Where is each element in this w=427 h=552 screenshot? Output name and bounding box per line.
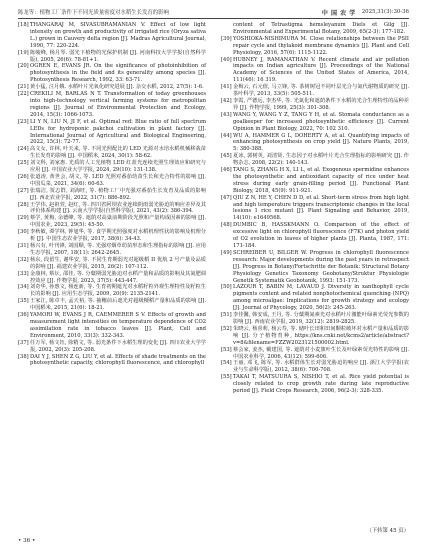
reference-text: 杨东, 段留生, 谢华安, 等. 不同生育期弱光对超级稻 II 优航 2 号产量及品质的影响 [J]. 福建农业学报, 2015, 26(2): 107-112. bbox=[30, 256, 206, 270]
journal-name: 中 国 农 学 bbox=[321, 9, 356, 17]
reference-text: THANGARAJ M, SIVASUBRAMANIAN V. Effect of low light intensity on growth and productivity of irrigated rice (Oryza sativa L.) grown in Cauvery delta region [J]. Madras Agricultural Journal, 1990, 77: 220-224. bbox=[30, 22, 206, 49]
reference-entry bbox=[221, 312, 409, 326]
reference-number: [35] bbox=[18, 298, 29, 305]
reference-number: [45] bbox=[221, 153, 232, 160]
reference-entry bbox=[18, 22, 206, 50]
reference-number: [21] bbox=[18, 84, 29, 91]
reference-number: [53] bbox=[221, 346, 232, 353]
reference-entry bbox=[18, 63, 206, 84]
issue-info: 2025,31(3):30-36 bbox=[361, 9, 409, 15]
reference-text: LAZOUR T, BABIN M, LAVAUD J. Diversity in xanthophyll cycle pigments content and related nonphotochemical quenching (NPQ) among microalgae: Implications for growth strategy and ecology [J]. Journal of Phycology, 2020, 56(2): 245-263. bbox=[233, 284, 409, 312]
reference-number: [33] bbox=[18, 270, 29, 277]
reference-text: 杨兴有, 叶刊锋, 刘国顺, 等. 光强对烟草幼苗形态和生理指标的影响 [J]. 应用生态学报, 2007, 18(11): 2642-2645. bbox=[30, 243, 206, 256]
reference-number: [51] bbox=[221, 312, 232, 319]
reference-entry bbox=[221, 57, 409, 85]
reference-text: 蔡学, 黄梅, 余德峰, 等. 遮荫对高粱前期阶段光照和产量构成因素的影响 [J]. 中国农业, 2023, 29(5): 45-50. bbox=[30, 215, 206, 229]
reference-number: [38] bbox=[18, 353, 29, 360]
reference-number: [48] bbox=[221, 222, 232, 229]
header-article-title: 陈龙等：植物工厂条件下不同光质量密度对水稻生长发育的影响 bbox=[18, 10, 169, 16]
reference-number: [24] bbox=[18, 146, 29, 153]
reference-text: 陈峻峰, 杨月琴. 弱光下植物的光保护机制 [J]. 河南科技大学学报(自然科学版), 2005, 26(6): 78-81+1. bbox=[30, 49, 206, 63]
reference-entry bbox=[18, 84, 206, 91]
reference-entry bbox=[18, 119, 206, 147]
reference-number: [32] bbox=[18, 256, 29, 263]
reference-entry bbox=[221, 153, 409, 167]
reference-entry bbox=[221, 98, 409, 112]
header-rule bbox=[18, 18, 409, 19]
reference-number: [31] bbox=[18, 243, 29, 249]
reference-text: 蔡会家, 姜杰, 戴建国, 等. 遮荫对小麦旗叶生长及叶绿素荧光特性的影响 [J]. 中国农业科学, 2006, 43(12): 599-606. bbox=[233, 346, 409, 360]
reference-text: 张道涛, 黄世会, 胡文, 等. LED 光照对番茄幼苗生长和光合特性的影响 [J]. 中国瓜菜, 2021, 34(6): 60-63. bbox=[30, 173, 206, 187]
reference-entry bbox=[18, 340, 206, 354]
reference-entry bbox=[221, 195, 409, 223]
reference-entry bbox=[18, 146, 206, 160]
reference-text: OGREN E, EVANS JR. On the significance of photoinhibition of photosynthesis in the field and its generality among species [J]. Photosynthesis Research, 1992, 33: 63-71. bbox=[30, 63, 206, 84]
reference-text: 王家江, 陈卓丰, 孟天裕, 等. 抽穗前后遮光对超级粳稻产量和品质的影响 [J]. 中国稻米, 2015, 21(6): 18-21. bbox=[30, 298, 206, 312]
reference-number: [28] bbox=[18, 201, 29, 208]
reference-number: [29] bbox=[18, 215, 29, 222]
reference-text: 刘奇华, 孙惠文, 杨连新, 等. 生育初期遮光对水稻籽粒外观生理特性及籽粒生长的影响 [J]. 应用生态学报, 2009, 20(9): 2135-2141. bbox=[30, 284, 206, 298]
reference-entry bbox=[18, 50, 206, 64]
reference-entry bbox=[221, 374, 409, 395]
reference-entry bbox=[18, 312, 206, 340]
reference-entry bbox=[221, 167, 409, 195]
reference-text: 任万军, 杨文钰, 徐精文, 等. 弱光条件下水稻生理的变化 [J]. 四川农业大学学报, 2002, 20(3): 205-208. bbox=[30, 339, 206, 353]
reference-number: [18] bbox=[18, 22, 29, 28]
reference-text: 夏冰, 郭树英, 刘清贤. 生态因子对水稻叶片光合生理指标的影响研究 [J]. 作物杂志, 2008, 22(2): 140-143. bbox=[233, 153, 409, 167]
reference-text: LI Y N, LIU N, JI F, et al. Optimal red: Blue ratio of full spectrum LEDs for hydroponic pakchoi cultivation in plant factory [J]. International Journal of Agricultural and Biological Engineering, 2022, 15(3): 72-77. bbox=[30, 118, 206, 146]
reference-entry bbox=[18, 174, 206, 188]
reference-text: 金梅云, 石元值, 马立锋, 等. 茶树树冠不同叶层光合与氮代谢物质的研究 [J]. 茶叶科学, 2013, 33(5): 505-511. bbox=[233, 84, 409, 98]
continued-note: （下转第 45 页） bbox=[366, 528, 409, 534]
reference-number: [43] bbox=[221, 111, 232, 118]
reference-number: [23] bbox=[18, 118, 29, 125]
reference-text: 李佳馨, 韩安成, 王丹, 等. 分蘖期氮素光对水稻叶片激能叶绿素光荧光参数的影响 [J]. 西南农业学报, 2019, 32(12): 2819-2825. bbox=[233, 312, 409, 325]
reference-text: 王丽, 邓飞, 陈军, 等. 水稻群体生长对弱光胁迫的响应 [J]. 浙江大学学报(农业与生命科学版), 2012, 38(6): 700-708. bbox=[233, 360, 409, 374]
reference-entry bbox=[18, 91, 206, 119]
reference-entry bbox=[221, 22, 409, 36]
reference-entry bbox=[18, 229, 206, 243]
reference-number: [55] bbox=[221, 374, 232, 381]
reference-entry bbox=[18, 215, 206, 229]
reference-number: [54] bbox=[221, 360, 232, 367]
reference-number: [39] bbox=[221, 35, 232, 42]
reference-entry bbox=[221, 112, 409, 133]
reference-number bbox=[221, 22, 233, 36]
reference-text: TAKAI T, MATSUURA S, NISHIO T, et al. Rice yield potential is closely related to crop growth rate during late reproductive period [J]. Field Crops Research, 2006, 96(2-3): 328-335. bbox=[233, 374, 409, 395]
reference-text: HUBNEY J, RAMANATHAN V. Recent climate and air pollution impacts on Indian agriculture [J]. Proceedings of the National Academy of Sciences of the United States of America, 2014, 111(46): 16 319. bbox=[233, 56, 409, 84]
reference-number: [44] bbox=[221, 132, 232, 139]
reference-text: 王学伟, 赵祖萱, 赵红, 等. 四川省阿坝农业连续阴雨弱光胁迫的响应差异及其评价体系构建 [J]. 云南大学学报(自然科学版), 2021, 43(2): 386-394. bbox=[30, 201, 206, 215]
reference-text: WANG Y, WANG Y Z, TANG Y H, et al. Stomata conductance as a goalkeeper for increased photosynthetic efficiency [J]. Current Opinion in Plant Biology, 2022, 70: 102 310. bbox=[233, 111, 409, 132]
reference-number: [26] bbox=[18, 173, 29, 180]
reference-text: content of Tetrastigma hemsleyanum Diels et Gilg [J]. Environmental and Experimental Botany, 2009, 65(2-3): 177-182. bbox=[233, 22, 409, 35]
reference-number: [34] bbox=[18, 284, 29, 291]
reference-entry bbox=[18, 354, 206, 368]
reference-text: DUMBIC B, HASSKMANN O. Comparison of the effect of excessive light on chlorophyll fluorescence (F7K) and photon yield of O2 evolution in leaves of higher plants [J]. Planta, 1987, 171: 171-184. bbox=[233, 222, 409, 249]
reference-number: [20] bbox=[18, 63, 29, 70]
reference-entry bbox=[18, 243, 206, 257]
reference-text: SCHREIBER U, BILGER W. Progress in chlorophyll fluorescence research: Major developments during the past years in retrospect [J]. Progress in Botany/Fortschritte der Botanik: Structural Botany Physiology Genetics Taxonomy Geobotany/Struktur Physiologie Genetik Systematik Geobotanik, 1993: 151-173. bbox=[233, 249, 409, 284]
reference-text: YOSHIOKA-NISHIMURA M. Close relationships between the PSII repair cycle and thylakoid membrane dynamics [J]. Plant and Cell Physiology, 2016, 57(6): 1115-1122. bbox=[233, 35, 409, 56]
reference-text: 金康林, 蔡坛, 邵佳, 等. 分蘖期弱光胁迫对水稻产量和品质的影响及其氮肥调控效应 [J]. 作物学报, 2023, 37(5): 443-447. bbox=[30, 270, 206, 284]
reference-number: [30] bbox=[18, 229, 29, 236]
reference-entry bbox=[18, 257, 206, 271]
reference-number: [25] bbox=[18, 160, 29, 167]
reference-entry bbox=[18, 298, 206, 312]
reference-entry bbox=[221, 347, 409, 361]
reference-entry bbox=[221, 36, 409, 57]
reference-number: [37] bbox=[18, 339, 29, 346]
reference-number: [22] bbox=[18, 91, 29, 98]
reference-text: YAMORI W, EVANS J R, CAEMMERER S V. Effects of growth and measurement light intensities on temperature dependence of CO2 assimilation rate in tobacco leaves [J]. Plant, Cell and Environment, 2010, 33(3): 332-343. bbox=[30, 312, 206, 339]
reference-entry bbox=[18, 188, 206, 202]
reference-entry bbox=[18, 202, 206, 216]
reference-text: 张瑞洁, 贾志群, 刘海旺, 等. 植物工厂中光强对番茄生长发育及品质的影响 [J]. 西北农业学报, 2022, 31(7): 886-892. bbox=[30, 187, 206, 201]
reference-entry bbox=[221, 84, 409, 98]
reference-entry bbox=[221, 222, 409, 250]
reference-text: 黄小猛, 汪月娥. 水稻叶片光氧化研究进展 [J]. 杂交水稻, 2012, 27(5): 1-6. bbox=[30, 84, 204, 91]
reference-text: 朱晓云, 杨喜莉, 杨云寿, 等. 储叶长田和田间颗粒破坏对水稻产量和品质的影响 [J]. 分子植物育种, https://kns.cnki.net/kcms2/article/abstract?v=8&filename=FZZW2023121500002.html. bbox=[233, 325, 409, 346]
reference-entry bbox=[221, 133, 409, 154]
reference-number: [47] bbox=[221, 194, 232, 201]
reference-entry bbox=[221, 326, 409, 347]
references-right-column bbox=[221, 22, 409, 395]
reference-number: [49] bbox=[221, 249, 232, 256]
reference-number: [19] bbox=[18, 49, 29, 56]
reference-text: TANG S, ZHANG H X, LI L, et al. Exogenous spermidine enhances the photosynthetic and antioxidant capacity of rice under heat stress during early grain-filling period [J]. Functional Plant Biology, 2018, 45(9): 911-921. bbox=[233, 167, 409, 194]
reference-text: CREKILI M, BARLAS N T. Transformation of today greenhouses into high-technology vertical farming systems for metropolitan regions [J]. Journal of Environmental Protection and Ecology, 2014, 15(3): 1066-1073. bbox=[30, 91, 206, 118]
reference-entry bbox=[18, 271, 206, 285]
reference-text: 李霞, 严德远, 李杰华, 等. 光氮化和遮荫条件下水稻的光合生理特性的品种差异 [J]. 作物学报, 1999, 25(3): 301-308. bbox=[233, 97, 409, 111]
reference-number: [27] bbox=[18, 187, 29, 194]
reference-number: [40] bbox=[221, 56, 232, 63]
running-header bbox=[18, 7, 409, 17]
reference-entry bbox=[18, 160, 206, 174]
reference-text: 李秋敏, 谭学林, 钟旭华, 等. 食学期光照强度对水稻机理性状的影响及机理分析 [J]. 中国生态农业学报, 2017, 38(6): 34-43. bbox=[30, 229, 206, 243]
reference-number: [52] bbox=[221, 325, 232, 332]
reference-text: WU A, HAMMER G L, DOHERTY A, et al. Quantifying impacts of enhancing photosynthesis on crop yield [J]. Nature Plants, 2019, 5: 380-388. bbox=[233, 132, 409, 153]
reference-text: 刘文科, 刘家惠. 光质的人工光植物 LED 红蓝光连续光照生理效应和研究与应用 [J]. 中国农业大学学报, 2024, 29(10): 131-138. bbox=[30, 160, 206, 174]
references-left-column bbox=[18, 22, 206, 367]
reference-number: [50] bbox=[221, 284, 232, 291]
reference-number: [46] bbox=[221, 167, 232, 174]
reference-entry bbox=[221, 250, 409, 285]
page-number: • 36 • bbox=[18, 538, 36, 544]
reference-entry bbox=[221, 360, 409, 374]
reference-entry bbox=[221, 284, 409, 312]
reference-number: [42] bbox=[221, 97, 232, 104]
reference-text: QIU Z N, HE Y, CHEN D D, et al. Short-term stress from high light and high temperature triggers transcriptomic changes in the local lesions 1 rice mutant [J]. Plant Signaling and Behavior, 2019, 14(10): e1649568. bbox=[233, 194, 409, 222]
header-right bbox=[322, 8, 409, 17]
reference-number: [36] bbox=[18, 312, 29, 319]
reference-text: DAI Y J, SHEN Z G, LIU Y, et al. Effects of shade treatments on the photosynthetic capacity, chlorophyll fluorescence, and chlorophyll bbox=[30, 353, 206, 367]
reference-text: 高文女, 许林, 叶天来, 等. 不同光照配比的 LED 光源对水培水稻机械移栽苗生长发育的影响 [J]. 中国稻米, 2024, 30(1): 58-62. bbox=[30, 146, 206, 160]
reference-entry bbox=[18, 284, 206, 298]
reference-number: [41] bbox=[221, 84, 232, 91]
